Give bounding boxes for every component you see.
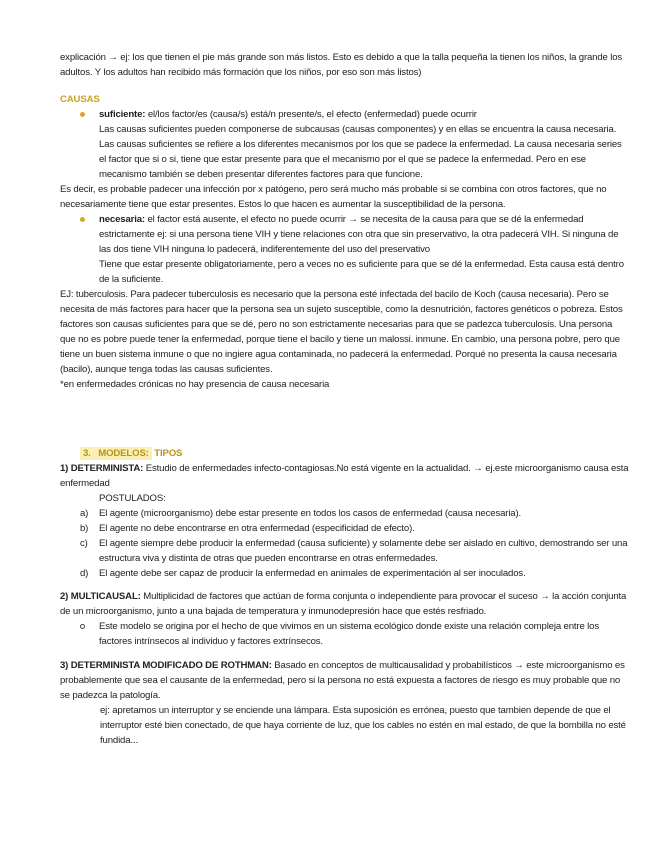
causas-necesaria-list [60,212,630,287]
postulado-item [60,506,630,521]
postulado-marker: a) [80,508,89,519]
postulados-label: POSTULADOS: [99,493,166,504]
causas-suficiente-list [60,107,630,182]
modelos-heading [80,446,182,461]
determinista-label: 1) DETERMINISTA: [60,463,144,474]
postulado-item [60,566,630,581]
intro-paragraph: explicación → ej: los que tienen el pie más grande son más listos. Esto es debido a que la talla pequeña la tienen los niños, la grande los adultos. Y los adultos han recibido más formación que los niños, por eso son más listos) [60,52,623,78]
tipos-label: TIPOS [154,448,183,459]
cronicas-note: *en enfermedades crónicas no hay presencia de causa necesaria [60,379,330,390]
postulado-item [60,521,630,536]
multicausal-label: 2) MULTICAUSAL: [60,591,141,602]
determinista-text: Estudio de enfermedades infecto-contagiosas.No está vigente en la actualidad. → ej.este microorganismo causa esta enfermedad [60,463,629,489]
multicausal-section [60,589,630,649]
bullet-item-suficiente [60,107,630,182]
term-suficiente: suficiente: [99,109,146,120]
def-suficiente: el/los factor/es (causa/s) está/n presente/s, el efecto (enfermedad) puede ocurrir [145,109,477,120]
suficiente-paragraph-2: Las causas suficientes se refiere a los diferentes mecanismos por los que se padece la enfermedad. La causa necesaria series el factor que si o si, tiene que estar presente para que el mecanismo por el que se padece la enfermedad. Pero en ese mecanismo también se deben presentar diferentes factores para que funcione. [99,139,622,180]
determinista-section [60,461,630,581]
bullet-item-necesaria [60,212,630,287]
multicausal-list [60,619,630,649]
multicausal-bullet: Este modelo se origina por el hecho de que vivimos en un sistema ecológico donde existe una relación compleja entre los factores intrínsecos al individuo y factores extrínsecos. [60,619,630,649]
postulado-marker: c) [80,538,88,549]
modelos-highlight [80,447,152,460]
postulado-text: El agente debe ser capaz de producir la enfermedad en animales de experimentación al ser inoculados. [99,568,526,579]
rothman-example: ej: apretamos un interruptor y se enciende una lámpara. Esta suposición es errónea, puesto que tambien depende de que el interruptor esté bien conectado, de que haya corriente de luz, que los cables no estén en mal estado, de que la bombilla no esté fundida... [100,705,626,746]
es-decir-paragraph: Es decir, es probable padecer una infección por x patógeno, pero será mucho más probable si se combina con otros factores, que no necesariamente tiene que estar presentes. Estos lo que hacen es aumentar la susceptibilidad de la persona. [60,184,607,210]
postulado-text: El agente siempre debe producir la enfermedad (causa suficiente) y solamente debe ser aislado en cultivo, demostrando ser una estructura viva y distinta de otras que pueden encontrarse en otras enfermedades. [99,538,628,564]
tuberculosis-example: EJ: tuberculosis. Para padecer tuberculosis es necesario que la persona esté infectada del bacilo de Koch (causa necesaria). Pero se necesita de más factores para hacer que la persona sea un sujeto susceptible, como la desnutrición, factores genéticos o pobreza. Estos factores son causas suficientes para que se dé, pero no son estrictamente necesarias para que se padezca tuberculosis. Una persona que no es pobre puede tener la enfermedad, porque tiene el bacilo y tiene un malossi. inmune. En cambio, una persona pobre, pero que tiene un buen sistema inmune o que no ingiere agua contaminada, no padecerá la enfermedad. Porqué no presenta la causa necesaria (bacilo), aunque tenga todas las causas suficientes. [60,289,623,375]
postulado-marker: b) [80,523,89,534]
multicausal-text: Multiplicidad de factores que actúan de forma conjunta o independiente para provocar el suceso → la acción conjunta de un microorganismo, junto a una bajada de temperatura y inmunodepresión hace que estés resfriado. [60,591,627,617]
postulados-list [60,506,630,581]
postulado-text: El agente (microorganismo) debe estar presente en todos los casos de enfermedad (causa necesaria). [99,508,522,519]
modelos-number: 3. [83,448,91,459]
rothman-section [60,658,630,748]
causas-heading: CAUSAS [60,94,100,105]
necesaria-paragraph-1: Tiene que estar presente obligatoriamente, pero a veces no es suficiente para que se dé la enfermedad. Esta causa está dentro de la suficiente. [99,259,624,285]
rothman-label: 3) DETERMINISTA MODIFICADO DE ROTHMAN: [60,660,272,671]
rothman-text: Basado en conceptos de multicausalidad y probabilísticos → este microorganismo es probablemente que sea el causante de la enfermedad, pero si la persona no está expuesta a factores de riesgo es muy probable que no se padezca la patología. [60,660,625,701]
term-necesaria: necesaria: [99,214,145,225]
postulado-text: El agente no debe encontrarse en otra enfermedad (especificidad de efecto). [99,523,415,534]
modelos-title: MODELOS: [98,448,149,459]
postulado-item [60,536,630,566]
causas-section [60,107,630,392]
postulado-marker: d) [80,568,89,579]
suficiente-paragraph-1: Las causas suficientes pueden componerse de subcausas (causas componentes) y en ellas se encuentra la causa necesaria. [99,124,617,135]
def-necesaria: el factor está ausente, el efecto no puede ocurrir → se necesita de la causa para que se dé la enfermedad estrictamente ej: si una persona tiene VIH y tiene relaciones con otra que sin preservativo, la otra padecerá VIH. Si ninguna de las dos tiene VIH ninguna lo padecerá, indiferentemente del uso del preservativo [99,214,619,255]
